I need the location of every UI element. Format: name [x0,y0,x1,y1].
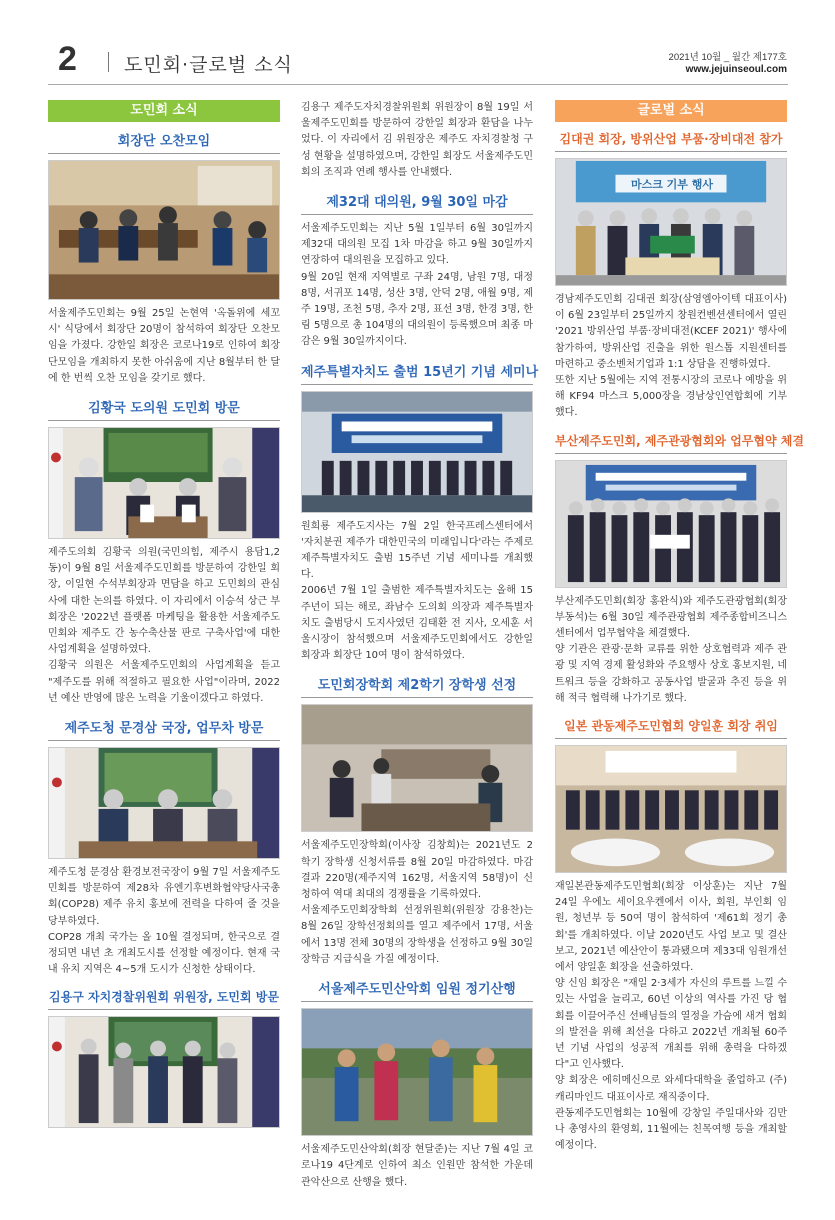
photo-busan-mou [555,460,787,588]
article-body-lunch [48,306,280,387]
left-column [48,100,280,1134]
article-title-scholarship: 도민회장학회 제2학기 장학생 선정 [301,674,533,698]
paragraph: 양 기관은 관광·문화 교류를 위한 상호협력과 제주 관광 및 지역 경제 활성화와 주요행사 상호 홍보지원, 네트워크 등을 강화하고 공동사업 발굴과 추진 등을 위해 적극 협력해 나가기로 했다. [555,644,787,704]
paragraph: 서울제주도민회장학회 선정위원회(위원장 강용찬)는 8월 26일 장학선정회의를 열고 제주에서 17명, 서울에서 13명 전체 30명의 장학생을 선정하고 9월 30일 장학금 지급식을 가질 예정이다. [301,905,533,965]
article-body-busan-mou [555,594,787,707]
article-body-kim-yonggu [301,100,533,181]
category-banner-domin: 도민회 소식 [48,100,280,122]
middle-column [301,100,539,1201]
photo-hiking [301,1008,533,1136]
paragraph: 부산제주도민회(회장 홍완식)와 제주도관광협회(회장 부동석)는 6월 30일 제주관광협회 제주종합비즈니스센터에서 업무협약을 체결했다. [555,595,787,640]
page-header [0,0,835,90]
paragraph: 관동제주도민협회는 10월에 강창일 주일대사와 김만나 총영사의 환영회, 11월에는 친목여행 등을 개최할 예정이다. [555,1107,787,1152]
photo-moon-visit [48,747,280,859]
article-body-scholarship [301,838,533,968]
paragraph: 제주도의회 김황국 의원(국민의힘, 제주시 용담1,2동)이 9월 8일 서울제주도민회를 방문하여 강한일 회장, 이일현 수석부회장과 면담을 하고 도민회의 관심사에 대한 논의를 하였다. 이 자리에서 이승석 상근 부회장은 '2022년 플랫폼 마케팅을 활용한 서울제주도민회와 제주도 간 농수축산물 판로 구축사업'에 대한 사업계획을 설명하였다. [48,547,280,656]
article-body-hiking [301,1142,533,1191]
article-title-defense-expo: 김대권 회장, 방위산업 부품·장비대전 참가 [555,130,787,152]
article-title-seminar: 제주특별자치도 출범 15년기 기념 세미나 [301,361,533,385]
photo-seminar [301,391,533,513]
paragraph: 재일본관동제주도민협회(회장 이상훈)는 지난 7월 24일 우에노 세이요우켄에서 이사, 회원, 부인회 임원, 청년부 등 50여 명이 참석하여 '제61회 정기 총회'를 개최하였다. 이날 2020년도 사업 보고 및 결산 보고, 2021년 예산안이 통과됐으며 제33대 임원개선에서 양일훈 회장을 선출하였다. [555,881,787,974]
paragraph: 김황국 의원은 서울제주도민회의 사업계획을 듣고 "제주도를 위해 적절하고 필요한 사업"이라며, 2022년 예산 반영에 많은 노력을 기울이겠다고 하였다. [48,660,280,704]
paragraph: 김용구 제주도자치경찰위원회 위원장이 8월 19일 서울제주도민회를 방문하여 강한일 회장과 환담을 나누었다. 이 자리에서 김 위원장은 제주도 자치경찰청 구성 현황을 설명하였으며, 강한일 회장도 서울제주도민회의 조직과 연례 행사를 안내했다. [301,102,533,178]
issue-info: 2021년 10월 _ 월간 제177호 [668,52,787,63]
paragraph: 원희룡 제주도지사는 7월 2일 한국프레스센터에서 '자치분권 제주가 대한민국의 미래입니다'라는 주제로 제주특별자치도 출범 15주년 기념 세미나를 개최했다. [301,520,533,581]
header-separator [108,52,109,72]
paragraph: 제주도청 문경삼 환경보전국장이 9월 7일 서울제주도민회를 방문하여 제28차 유엔기후변화협약당사국총회(COP28) 제주 유치 홍보에 전력을 다하여 줄 것을 당부하였다. [48,867,280,927]
article-title-japan-kanto: 일본 관동제주도민협회 양일훈 회장 취임 [555,717,787,739]
article-title-hiking: 서울제주도민산악회 임원 정기산행 [301,978,533,1002]
article-title-moon-visit: 제주도청 문경삼 국장, 업무차 방문 [48,717,280,741]
paragraph: 9월 20일 현재 지역별로 구좌 24명, 남원 7명, 대정 8명, 서귀포 14명, 성산 3명, 안덕 2명, 애월 9명, 제주 19명, 조천 5명, 추자 2명, 표선 3명, 한경 3명, 한림 5명으로 총 104명의 대의원이 등록했으며 최종 마감은 9월 30일까지이다. [301,271,533,348]
right-column [555,100,804,1165]
paragraph: 서울제주도민산악회(회장 현달준)는 지난 7월 4일 코로나19 4단계로 인하여 최소 인원만 참석한 가운데 관악산으로 산행을 했다. [301,1144,533,1188]
category-banner-global: 글로벌 소식 [555,100,787,122]
paragraph: 양 회장은 에히메신으로 와세다대학을 졸업하고 (주)캐리마인드 대표이사로 재직중이다. [555,1075,787,1103]
photo-japan-kanto [555,745,787,873]
paragraph: 서울제주도민장학회(이사장 김창희)는 2021년도 2학기 장학생 신청서류를 8월 20일 마감하였다. 마감결과 220명(제주지역 162명, 서울지역 58명)이 신청하여 역대 최대의 경쟁률을 기록하였다. [301,840,533,901]
header-rule [48,84,788,85]
photo-scholarship [301,704,533,832]
paragraph: 서울제주도민회는 9월 25일 논현역 '옥돌위에 세꼬시' 식당에서 회장단 20명이 참석하여 회장단 오찬모임을 가졌다. 강한일 회장은 코로나19로 인하여 회장단모임을 개최하지 못한 아쉬움에 지난 8월부터 한 달에 한 번씩 오찬 모임을 갖기로 했다. [48,308,280,384]
paragraph: 또한 지난 5월에는 지역 전통시장의 코로나 예방을 위해 KF94 마스크 5,000장을 경남상인연합회에 기부했다. [555,375,787,419]
photo-kim-visit [48,427,280,539]
photo-lunch-meeting [48,160,280,300]
article-body-moon-visit [48,865,280,978]
page-number: 2 [58,40,77,78]
article-body-kim-visit [48,545,280,707]
paragraph: 양 신임 회장은 "재일 2·3세가 자신의 루트를 느낄 수 있는 사업을 늘리고, 60년 이상의 역사를 가진 당 협회를 이끌어주신 선배님들의 열정을 가슴에 새겨 협회의 발전을 위해 최선을 다하고 2022년 개최될 60주년 기념 사업의 성공적 개최를 위해 총력을 다하겠다"고 인사했다. [555,978,787,1071]
photo-banner-text: 마스크 기부 행사 [630,178,714,191]
article-body-delegates [301,221,533,351]
section-title: 도민회·글로벌 소식 [124,54,293,76]
paragraph: COP28 개최 국가는 올 10월 결정되며, 한국으로 결정되면 내년 초 개최도시를 선정할 예정이다. 현재 국내 유치 지역은 4~5개 도시가 신청한 상태이다. [48,931,280,976]
article-title-delegates: 제32대 대의원, 9월 30일 마감 [301,191,533,215]
article-title-lunch: 회장단 오찬모임 [48,130,280,154]
article-title-busan-mou: 부산제주도민회, 제주관광협회와 업무협약 체결 [555,432,787,454]
article-body-seminar [301,519,533,665]
article-body-defense-expo [555,292,787,422]
paragraph: 2006년 7월 1일 출범한 제주특별자치도는 올해 15주년이 되는 해로, 좌남수 도의회 의장과 제주특별자치도 출범당시 도지사였던 김태환 전 지사, 오세훈 서울시장이 참석했으며 서울제주도민회에서도 강한일 회장과 회장단 10여 명이 참석하였다. [301,585,533,662]
website-url: www.jejuinseoul.com [685,64,787,75]
article-title-kim-yonggu: 김용구 자치경찰위원회 위원장, 도민회 방문 [48,988,280,1010]
photo-mask-donation [555,158,787,286]
article-title-kim-visit: 김황국 도의원 도민회 방문 [48,397,280,421]
photo-kim-yonggu [48,1016,280,1128]
article-body-japan-kanto [555,879,787,1154]
paragraph: 서울제주도민회는 지난 5월 1일부터 6월 30일까지 제32대 대의원 모집 1차 마감을 하고 9월 30일까지 연장하여 대의원을 모집하고 있다. [301,223,533,267]
paragraph: 경남제주도민회 김대권 회장(삼영엠아이텍 대표이사)이 6월 23일부터 25일까지 창원컨벤션센터에서 열린 '2021 방위산업 부품·장비대전(KCEF 2021)' 행사에 참가하여, 방위산업 진출을 위한 원스톱 지원센터를 마련하고 중소벤처기업과 1:1 상담을 진행하였다. [555,294,787,370]
